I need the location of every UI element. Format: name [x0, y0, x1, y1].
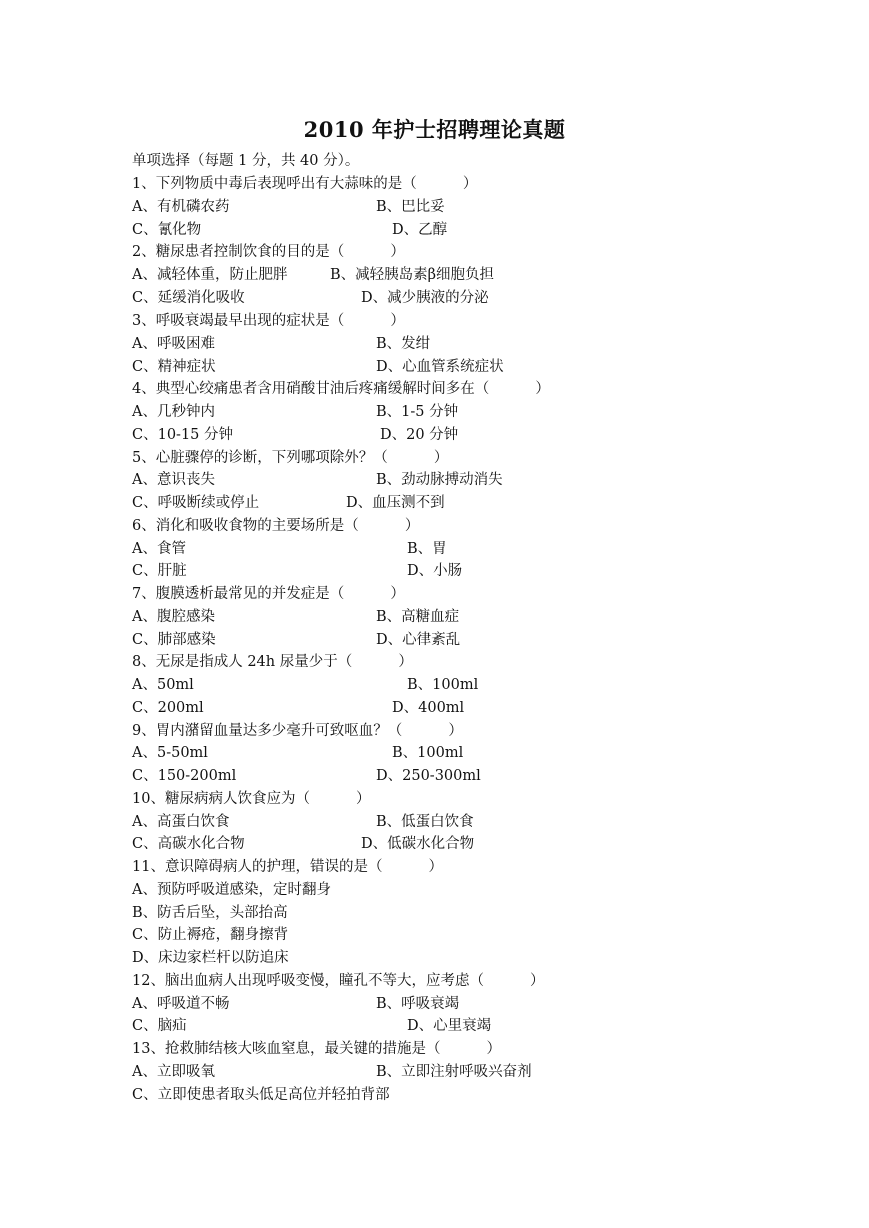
question-3-option-a: A、呼吸困难 [132, 336, 215, 352]
question-2-option-c: C、延缓消化吸收 [132, 290, 245, 306]
question-7-option-b: B、高糖血症 [376, 609, 460, 625]
question-8-option-d: D、400ml [392, 700, 465, 716]
question-8-option-a: A、50ml [132, 677, 194, 693]
question-13-option-a: A、立即吸氧 [132, 1064, 215, 1080]
question-7-stem: 7、腹膜透析最常见的并发症是（ ） [132, 586, 405, 602]
question-4-option-b: B、1-5 分钟 [376, 404, 459, 420]
question-7-option-c: C、肺部感染 [132, 632, 216, 648]
question-2-option-a: A、减轻体重，防止肥胖 [132, 267, 288, 283]
question-6-option-d: D、小肠 [407, 563, 463, 579]
question-12-option-d: D、心里衰竭 [407, 1018, 492, 1034]
question-11-option-c: C、防止褥疮，翻身擦背 [132, 927, 289, 943]
question-13-option-c: C、立即使患者取头低足高位并轻拍背部 [132, 1087, 390, 1103]
question-3-option-d: D、心血管系统症状 [376, 359, 504, 375]
question-5-option-b: B、劲动脉搏动消失 [376, 472, 503, 488]
question-9-stem: 9、胃内潴留血量达多少毫升可致呕血？（ ） [132, 723, 463, 739]
question-5-option-d: D、血压测不到 [346, 495, 445, 511]
question-7-option-a: A、腹腔感染 [132, 609, 215, 625]
question-11-option-a: A、预防呼吸道感染，定时翻身 [132, 882, 331, 898]
question-11-stem: 11、意识障碍病人的护理，错误的是（ ） [132, 859, 444, 875]
question-10-stem: 10、糖尿病病人饮食应为（ ） [132, 791, 371, 807]
question-5-option-c: C、呼吸断续或停止 [132, 495, 260, 511]
question-6-option-c: C、肝脏 [132, 563, 187, 579]
question-7-option-d: D、心律紊乱 [376, 632, 461, 648]
question-9-option-c: C、150-200ml [132, 768, 237, 784]
question-5-option-a: A、意识丧失 [132, 472, 215, 488]
question-1-stem: 1、下列物质中毒后表现呼出有大蒜味的是（ ） [132, 176, 478, 192]
question-2-stem: 2、糖尿患者控制饮食的目的是（ ） [132, 244, 405, 260]
section-header: 单项选择（每题 1 分，共 40 分）。 [132, 153, 360, 169]
question-1-option-c: C、氰化物 [132, 222, 202, 238]
question-8-option-b: B、100ml [407, 677, 479, 693]
question-3-option-c: C、精神症状 [132, 359, 216, 375]
question-12-option-a: A、呼吸道不畅 [132, 996, 230, 1012]
question-11-option-b: B、防舌后坠，头部抬高 [132, 905, 288, 921]
page-title: 2010 年护士招聘理论真题 [303, 117, 566, 142]
question-10-option-b: B、低蛋白饮食 [376, 814, 474, 830]
question-12-option-c: C、脑疝 [132, 1018, 187, 1034]
question-1-option-b: B、巴比妥 [376, 199, 445, 215]
question-3-option-b: B、发绀 [376, 336, 431, 352]
question-9-option-d: D、250-300ml [376, 768, 481, 784]
question-8-stem: 8、无尿是指成人 24h 尿量少于（ ） [132, 654, 413, 670]
question-4-option-d: D、20 分钟 [380, 427, 459, 443]
question-10-option-d: D、低碳水化合物 [361, 836, 475, 852]
question-9-option-b: B、100ml [392, 745, 464, 761]
question-6-option-a: A、食管 [132, 541, 186, 557]
question-4-option-c: C、10-15 分钟 [132, 427, 234, 443]
question-5-stem: 5、心脏骤停的诊断，下列哪项除外？（ ） [132, 450, 449, 466]
question-4-option-a: A、几秒钟内 [132, 404, 215, 420]
question-3-stem: 3、呼吸衰竭最早出现的症状是（ ） [132, 313, 405, 329]
question-2-option-b: B、减轻胰岛素β细胞负担 [330, 267, 495, 283]
question-10-option-c: C、高碳水化合物 [132, 836, 245, 852]
question-1-option-d: D、乙醇 [392, 222, 448, 238]
question-10-option-a: A、高蛋白饮食 [132, 814, 230, 830]
question-6-option-b: B、胃 [407, 541, 447, 557]
question-13-stem: 13、抢救肺结核大咳血窒息，最关键的措施是（ ） [132, 1041, 502, 1057]
question-8-option-c: C、200ml [132, 700, 204, 716]
question-1-option-a: A、有机磷农药 [132, 199, 230, 215]
question-12-option-b: B、呼吸衰竭 [376, 996, 460, 1012]
question-13-option-b: B、立即注射呼吸兴奋剂 [376, 1064, 532, 1080]
question-9-option-a: A、5-50ml [132, 745, 208, 761]
question-4-stem: 4、典型心绞痛患者含用硝酸甘油后疼痛缓解时间多在（ ） [132, 381, 550, 397]
question-12-stem: 12、脑出血病人出现呼吸变慢，瞳孔不等大，应考虑（ ） [132, 973, 545, 989]
question-11-option-d: D、床边家栏杆以防追床 [132, 950, 289, 966]
question-2-option-d: D、减少胰液的分泌 [361, 290, 489, 306]
question-6-stem: 6、消化和吸收食物的主要场所是（ ） [132, 518, 420, 534]
